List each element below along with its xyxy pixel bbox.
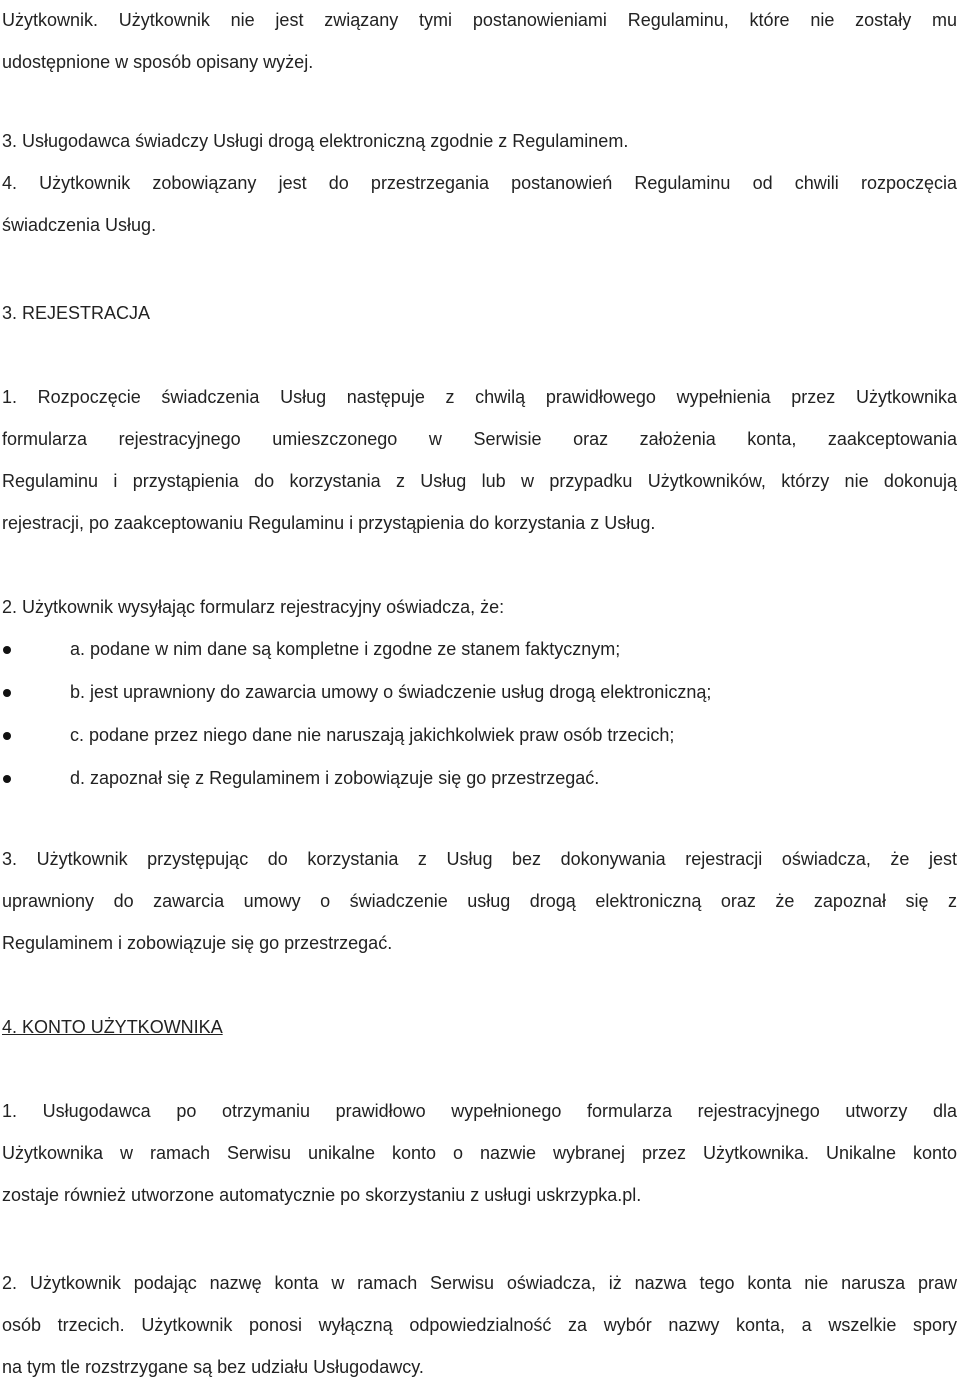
text-line: udostępnione w sposób opisany wyżej. — [2, 52, 314, 72]
text-line: na tym tle rozstrzygane są bez udziału Usługodawcy. — [2, 1357, 424, 1377]
text-line: Użytkownik. Użytkownik nie jest związany tymi postanowieniami Regulaminu, które nie zostały mu — [2, 10, 957, 30]
rejestracja-paragraph-1 — [2, 376, 957, 544]
text-line: rejestracji, po zaakceptowaniu Regulaminu i przystąpienia do korzystania z Usług. — [2, 513, 656, 533]
bullet-icon — [3, 732, 11, 740]
konto-paragraph-2 — [2, 1262, 957, 1388]
intro-paragraph — [2, 0, 957, 83]
konto-paragraph-1 — [2, 1090, 957, 1216]
bullet-icon — [3, 646, 11, 654]
text-line: uprawniony do zawarcia umowy o świadczenie usług drogą elektroniczną oraz że zapoznał się z — [2, 891, 957, 911]
text-line: formularza rejestracyjnego umieszczonego w Serwisie oraz założenia konta, zaakceptowania — [2, 429, 957, 449]
section-heading-konto-uzytkownika: 4. KONTO UŻYTKOWNIKA — [2, 1017, 223, 1037]
text-line: 1. Usługodawca po otrzymaniu prawidłowo wypełnionego formularza rejestracyjnego utworzy dla — [2, 1101, 957, 1121]
bullet-icon — [3, 775, 11, 783]
list-item — [2, 671, 957, 714]
list-item-text: c. podane przez niego dane nie naruszają jakichkolwiek praw osób trzecich; — [70, 725, 675, 745]
text-line: świadczenia Usług. — [2, 215, 157, 235]
text-line: Regulaminu i przystąpienia do korzystania z Usług lub w przypadku Użytkowników, którzy nie dokonują — [2, 471, 957, 491]
document-page — [2, 0, 957, 1388]
declaration-list — [2, 628, 957, 800]
text-line: 4. Użytkownik zobowiązany jest do przestrzegania postanowień Regulaminu od chwili rozpoczęcia — [2, 173, 957, 193]
text-line: Użytkownika w ramach Serwisu unikalne konto o nazwie wybranej przez Użytkownika. Unikalne konto — [2, 1143, 957, 1163]
text-line: 2. Użytkownik podając nazwę konta w ramach Serwisu oświadcza, iż nazwa tego konta nie narusza praw — [2, 1273, 957, 1293]
list-item — [2, 628, 957, 671]
point-4 — [2, 162, 957, 246]
list-item-text: d. zapoznał się z Regulaminem i zobowiązuje się go przestrzegać. — [70, 768, 600, 788]
text-line: 1. Rozpoczęcie świadczenia Usług następuje z chwilą prawidłowego wypełnienia przez Użytkownika — [2, 387, 957, 407]
list-item-text: b. jest uprawniony do zawarcia umowy o świadczenie usług drogą elektroniczną; — [70, 682, 712, 702]
section-heading-rejestracja: 3. REJESTRACJA — [2, 303, 151, 323]
text-line: osób trzecich. Użytkownik ponosi wyłączną odpowiedzialność za wybór nazwy konta, a wszelkie spory — [2, 1315, 957, 1335]
text-line: zostaje również utworzone automatycznie po skorzystaniu z usługi uskrzypka.pl. — [2, 1185, 642, 1205]
point-3: 3. Usługodawca świadczy Usługi drogą elektroniczną zgodnie z Regulaminem. — [2, 131, 629, 151]
list-item — [2, 714, 957, 757]
list-item — [2, 757, 957, 800]
bullet-icon — [3, 689, 11, 697]
text-line: 3. Użytkownik przystępując do korzystania z Usług bez dokonywania rejestracji oświadcza, że jest — [2, 849, 957, 869]
text-line: Regulaminem i zobowiązuje się go przestrzegać. — [2, 933, 393, 953]
rejestracja-paragraph-2: 2. Użytkownik wysyłając formularz rejestracyjny oświadcza, że: — [2, 597, 505, 617]
rejestracja-paragraph-3 — [2, 838, 957, 964]
list-item-text: a. podane w nim dane są kompletne i zgodne ze stanem faktycznym; — [70, 639, 621, 659]
